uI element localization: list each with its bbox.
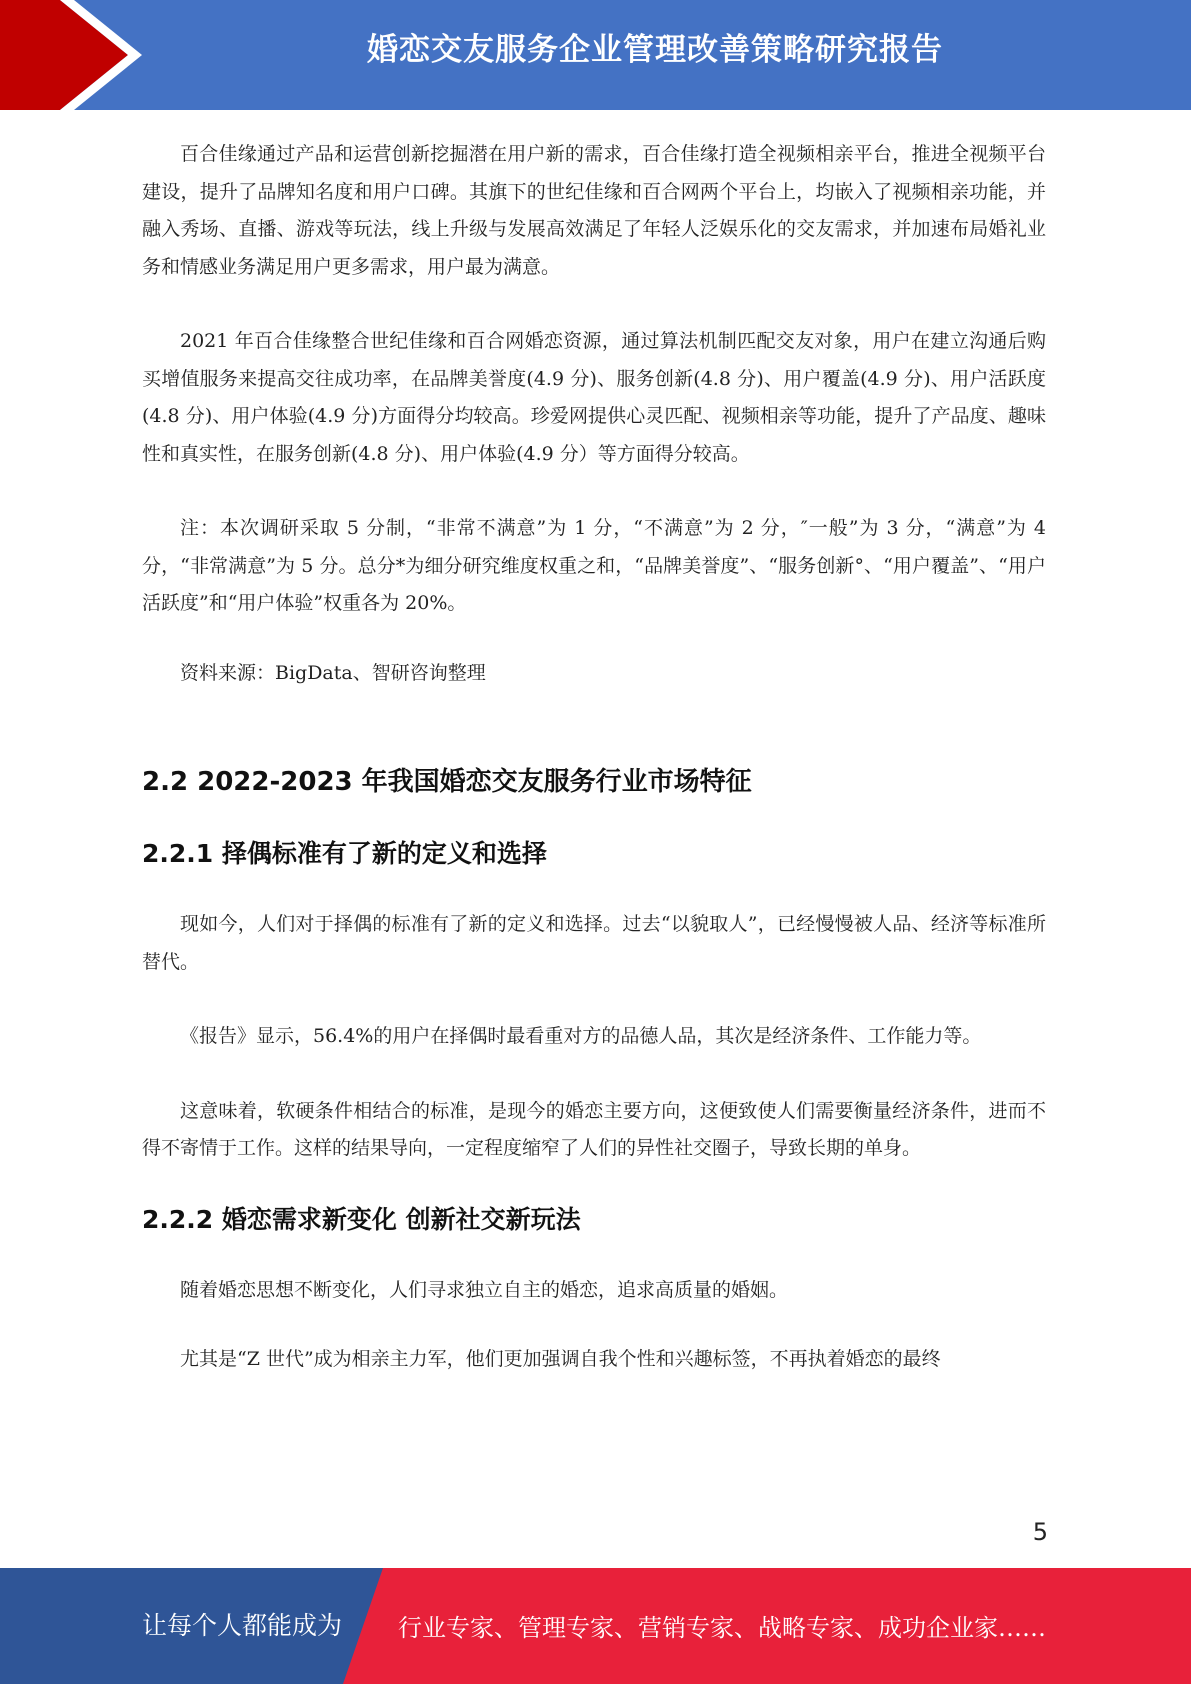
paragraph-gen-z: 尤其是“Z 世代”成为相亲主力军，他们更加强调自我个性和兴趣标签，不再执着婚恋的最终	[180, 1348, 941, 1370]
header-chevron-icon	[0, 0, 150, 110]
paragraph-mate-standards: 现如今，人们对于择偶的标准有了新的定义和选择。过去“以貌取人”，已经慢慢被人品、经济等标准所替代。	[142, 913, 1046, 973]
page-header-title: 婚恋交友服务企业管理改善策略研究报告	[367, 32, 943, 68]
section-heading-2-2-1: 2.2.1 择偶标准有了新的定义和选择	[142, 839, 547, 868]
page-footer	[0, 1568, 1191, 1684]
paragraph-implications: 这意味着，软硬条件相结合的标准，是现今的婚恋主要方向，这便致使人们需要衡量经济条件，进而不得不寄情于工作。这样的结果导向，一定程度缩窄了人们的异性社交圈子，导致长期的单身。	[142, 1099, 1046, 1159]
paragraph-baihe-video: 百合佳缘通过产品和运营创新挖掘潜在用户新的需求，百合佳缘打造全视频相亲平台，推进全视频平台建设，提升了品牌知名度和用户口碑。其旗下的世纪佳缘和百合网两个平台上，均嵌入了视频相亲功能，并融入秀场、直播、游戏等玩法，线上升级与发展高效满足了年轻人泛娱乐化的交友需求，并加速布局婚礼业务和情感业务满足用户更多需求，用户最为满意。	[142, 143, 1046, 278]
page-number: 5	[1032, 1518, 1048, 1546]
page-header	[0, 0, 1191, 110]
paragraph-marriage-ideas: 随着婚恋思想不断变化，人们寻求独立自主的婚恋，追求高质量的婚姻。	[180, 1278, 789, 1301]
footer-slogan-right: 行业专家、管理专家、营销专家、战略专家、成功企业家……	[398, 1614, 1046, 1642]
section-heading-2-2: 2.2 2022-2023 年我国婚恋交友服务行业市场特征	[142, 767, 752, 797]
footer-slogan-left: 让每个人都能成为	[142, 1611, 343, 1640]
section-heading-2-2-2: 2.2.2 婚恋需求新变化 创新社交新玩法	[142, 1204, 581, 1234]
paragraph-survey-note: 注：本次调研采取 5 分制，“非常不满意”为 1 分，“不满意”为 2 分，″一般”为 3 分，“满意”为 4 分，“非常满意”为 5 分。总分*为细分研究维度权重之和，“品牌美誉度”、“服务创新°、“用户覆盖”、“用户活跃度”和“用户体验”权重各为 20%。	[142, 517, 1046, 614]
paragraph-2021-scores: 2021 年百合佳缘整合世纪佳缘和百合网婚恋资源，通过算法机制匹配交友对象，用户在建立沟通后购买增值服务来提高交往成功率，在品牌美誉度(4.9 分)、服务创新(4.8 分)、用户覆盖(4.9 分)、用户活跃度(4.8 分)、用户体验(4.9 分)方面得分均较高。珍爱网提供心灵匹配、视频相亲等功能，提升了产品度、趣味性和真实性，在服务创新(4.8 分)、用户体验(4.9 分）等方面得分较高。	[142, 330, 1046, 465]
paragraph-data-source: 资料来源：BigData、智研咨询整理	[180, 661, 486, 684]
document-body	[142, 136, 1046, 1379]
paragraph-report-stat: 《报告》显示，56.4%的用户在择偶时最看重对方的品德人品，其次是经济条件、工作能力等。	[180, 1025, 982, 1047]
